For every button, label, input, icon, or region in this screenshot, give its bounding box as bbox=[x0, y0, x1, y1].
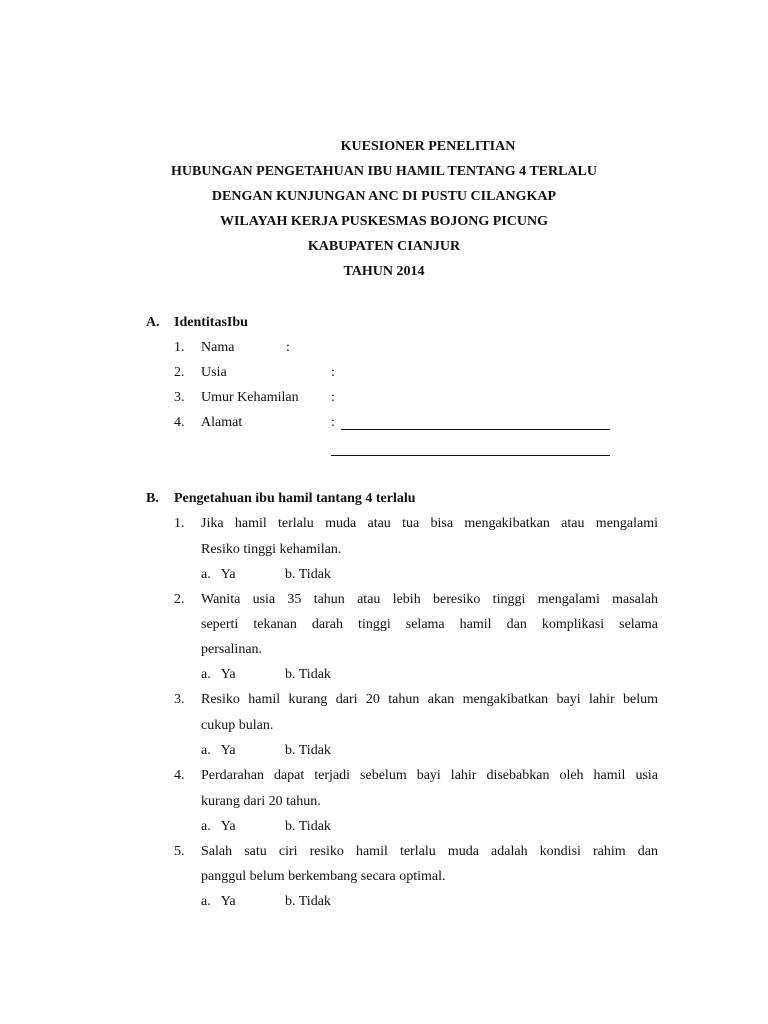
option-a-ya: a. Ya bbox=[201, 894, 236, 909]
question-number: 1. bbox=[174, 516, 185, 531]
question-text-last: persalinan. bbox=[201, 642, 263, 657]
question-number: 4. bbox=[174, 768, 185, 783]
section-a-marker: A. bbox=[146, 315, 160, 330]
section-a-title: IdentitasIbu bbox=[174, 315, 248, 330]
field-label-nama: Nama bbox=[201, 340, 235, 355]
option-b-tidak: b. Tidak bbox=[285, 567, 331, 582]
question-text: Jika hamil terlalu muda atau tua bisa mengakibatkan atau mengalami bbox=[201, 516, 658, 531]
option-b-tidak: b. Tidak bbox=[285, 819, 331, 834]
field-colon: : bbox=[331, 390, 335, 405]
option-b-tidak: b. Tidak bbox=[285, 667, 331, 682]
field-number: 1. bbox=[174, 340, 185, 355]
option-a-ya: a. Ya bbox=[201, 567, 236, 582]
header-line-6: TAHUN 2014 bbox=[343, 264, 425, 279]
field-colon: : bbox=[286, 340, 290, 355]
header-line-4: WILAYAH KERJA PUSKESMAS BOJONG PICUNG bbox=[219, 214, 549, 229]
question-text-last: cukup bulan. bbox=[201, 718, 274, 733]
field-colon: : bbox=[331, 365, 335, 380]
question-number: 5. bbox=[174, 844, 185, 859]
field-number: 3. bbox=[174, 390, 185, 405]
header-line-2: HUBUNGAN PENGETAHUAN IBU HAMIL TENTANG 4 TERLALU bbox=[170, 164, 598, 179]
header-line-5: KABUPATEN CIANJUR bbox=[307, 239, 461, 254]
question-text-last: panggul belum berkembang secara optimal. bbox=[201, 869, 446, 884]
option-a-ya: a. Ya bbox=[201, 667, 236, 682]
question-text: Salah satu ciri resiko hamil terlalu muda adalah kondisi rahim dan bbox=[201, 844, 658, 859]
question-text: seperti tekanan darah tinggi selama hamil dan komplikasi selama bbox=[201, 617, 658, 632]
question-number: 3. bbox=[174, 692, 185, 707]
question-number: 2. bbox=[174, 592, 185, 607]
section-b-title: Pengetahuan ibu hamil tantang 4 terlalu bbox=[174, 491, 416, 506]
field-label-alamat: Alamat bbox=[201, 415, 243, 430]
field-number: 4. bbox=[174, 415, 185, 430]
question-text-last: kurang dari 20 tahun. bbox=[201, 794, 321, 809]
field-label-umur-kehamilan: Umur Kehamilan bbox=[201, 390, 299, 405]
alamat-underline-1 bbox=[341, 429, 610, 430]
question-text-last: Resiko tinggi kehamilan. bbox=[201, 542, 342, 557]
question-text: Wanita usia 35 tahun atau lebih beresiko tinggi mengalami masalah bbox=[201, 592, 658, 607]
header-line-3: DENGAN KUNJUNGAN ANC DI PUSTU CILANGKAP bbox=[211, 189, 557, 204]
option-a-ya: a. Ya bbox=[201, 743, 236, 758]
question-text: Perdarahan dapat terjadi sebelum bayi lahir disebabkan oleh hamil usia bbox=[201, 768, 658, 783]
field-colon: : bbox=[331, 415, 335, 430]
option-a-ya: a. Ya bbox=[201, 819, 236, 834]
alamat-underline-2 bbox=[331, 455, 610, 456]
option-b-tidak: b. Tidak bbox=[285, 743, 331, 758]
option-b-tidak: b. Tidak bbox=[285, 894, 331, 909]
header-line-1: KUESIONER PENELITIAN bbox=[340, 139, 516, 154]
field-number: 2. bbox=[174, 365, 185, 380]
field-label-usia: Usia bbox=[201, 365, 227, 380]
question-text: Resiko hamil kurang dari 20 tahun akan mengakibatkan bayi lahir belum bbox=[201, 692, 658, 707]
section-b-marker: B. bbox=[146, 491, 159, 506]
